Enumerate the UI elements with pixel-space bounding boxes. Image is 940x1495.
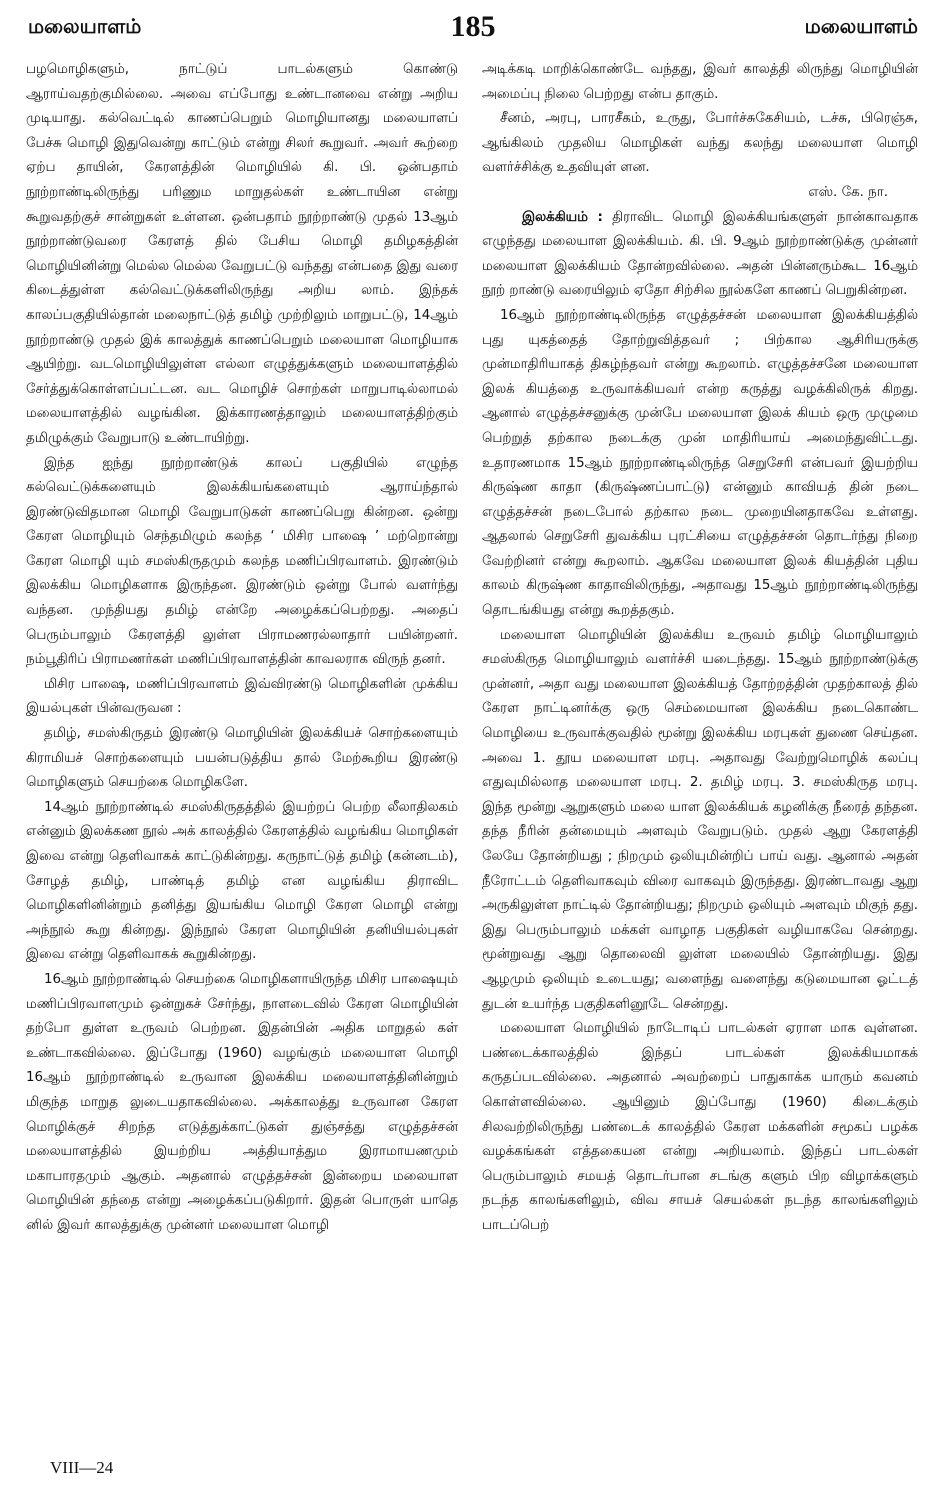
paragraph: மிசிர பாஷை, மணிப்பிரவாளம் இவ்விரண்டு மொழிகளின் முக்கிய இயல்புகள் பின்வருவன :	[26, 676, 458, 717]
page-number: 185	[450, 10, 496, 43]
paragraph: மலையாள மொழியில் நாடோடிப் பாடல்கள் ஏராள மாக வுள்ளன. பண்டைக்காலத்தில் இந்தப் பாடல்கள் இலக்கியமாகக் கருதப்படவில்லை. அதனால் அவற்றைப் பாதுகாக்க யாரும் கவனம் கொள்ளவில்லை. ஆயினும் இப்போது (1960) கிடைக்கும் சிலவற்றிலிருந்து பண்டைக் காலத்தில் கேரள மக்களின் சமூகப் பழக்க வழக்கங்கள் எத்தகையன என்று அறியலாம். இந்தப் பாடல்கள் பெரும்பாலும் சமயத் தொடர்பான சடங்கு களும் பிற விழாக்களும் நடந்த காலங்களிலும், விவ சாயச் செயல்கள் நடந்த காலங்களிலும் பாடப்பெற்	[482, 1021, 918, 1233]
paragraph: 16ஆம் நூற்றாண்டிலிருந்த எழுத்தச்சன் மலையாள இலக்கியத்தில் புது யுகத்தைத் தோற்றுவித்தவர் ; பிற்கால ஆசிரியருக்கு முன்மாதிரியாகத் திகழ்ந்தவர் என்று கூறலாம். எழுத்தச்சனே மலையாள இலக் கியத்தை உருவாக்கியவர் என்ற கருத்து வழக்கிலிருக் கிறது. ஆனால் எழுத்தச்சனுக்கு முன்பே மலையாள இலக் கியம் ஒரு முழுமை பெற்றுத் தற்கால நடைக்கு முன் மாதிரியாய் அமைந்துவிட்டது. உதாரணமாக 15ஆம் நூற்றாண்டிலிருந்த செறுசேரி என்பவர் இயற்றிய கிருஷ்ண காதா (கிருஷ்ணப்பாட்டு) என்னும் காவியத் தின் நடை எழுத்தச்சன் நடைபோல் தற்கால நடை முறையினதாகவே உள்ளது. ஆதலால் செறுசேரி துவக்கிய புரட்சியை எழுத்தச்சன் தொடர்ந்து நிறை வேற்றினர் என்று கூறலாம். ஆகவே மலையாள இலக் கியத்தின் புதிய காலம் கிருஷ்ண காதாவிலிருந்து, அதாவது 15ஆம் நூற்றாண்டிலிருந்து தொடங்கியது என்று கூறத்தகும்.	[482, 307, 918, 619]
paragraph: சீனம், அரபு, பாரசீகம், உருது, போர்ச்சுகேசியம், டச்சு, பிரெஞ்சு, ஆங்கிலம் முதலிய மொழிகள் வந்து கலந்து மலையாள மொழி வளர்ச்சிக்கு உதவியுள் ளன.	[482, 111, 918, 176]
left-column	[26, 58, 458, 1458]
author-signature: எஸ். கே. நா.	[808, 184, 888, 200]
paragraph: இந்த ஐந்து நூற்றாண்டுக் காலப் பகுதியில் எழுந்த கல்வெட்டுக்களையும் இலக்கியங்களையும் ஆராய்ந்தால் இரண்டுவிதமான மொழி வேறுபாடுகள் காணப்பெறு கின்றன. ஒன்று கேரள மொழியும் செந்தமிழும் கலந்த ‘ மிசிர பாஷை ’ மற்றொன்று கேரள மொழி யும் சமஸ்கிருதமும் கலந்த மணிப்பிரவாளம். இரண்டும் இலக்கிய மொழிகளாக இருந்தன. இரண்டும் ஒன்று போல் வளர்ந்து வந்தன. முந்தியது தமிழ் என்றே அழைக்கப்பெற்றது. அதைப் பெரும்பாலும் கேரளத்தி லுள்ள பிராமணரல்லாதார் பயின்றனர். நம்பூதிரிப் பிராமணர்கள் மணிப்பிரவாளத்தின் காவலராக விருந் தனர்.	[26, 455, 458, 668]
paragraph: பழமொழிகளும், நாட்டுப் பாடல்களும் கொண்டு ஆராய்வதற்குமில்லை. அவை எப்போது உண்டானவை என்று அறிய முடியாது. கல்வெட்டில் காணப்பெறும் மொழியானது மலையாளப் பேச்சு மொழி இதுவென்று காட்டும் என்று சிலர் கூறுவர். அவர் கூற்றை ஏற்ப தாயின், கேரளத்தின் மொழியில் கி. பி. ஒன்பதாம் நூற்றாண்டிலிருந்து பரிணும மாறுதல்கள் உண்டாயின என்று கூறுவதற்குச் சான்றுகள் உள்ளன. ஒன்பதாம் நூற்றாண்டு முதல் 13ஆம் நூற்றாண்டுவரை கேரளத் தில் பேசிய மொழி தமிழகத்தின் மொழியினின்று மெல்ல மெல்ல வேறுபட்டு வந்தது என்பதை இது வரை கிடைத்துள்ள கல்வெட்டுக்களிலிருந்து அறிய லாம். இந்தக் காலப்பகுதியில்தான் மலைநாட்டுத் தமிழ் முற்றிலும் மாறுபட்டு, 14ஆம் நூற்றாண்டு முதல் இக் காலத்துக் காணப்பெறும் மலையாள மொழியாக ஆயிற்று. வடமொழியிலுள்ள எல்லா எழுத்துக்களும் மலையாளத்தில் சேர்த்துக்கொள்ளப்பட்டன. வட மொழிச் சொற்கள் மாறுபாடில்லாமல் மலையாளத்தில் வழங்கின. இக்காரணத்தாலும் மலையாளத்திற்கும் தமிழுக்கும் வேறுபாடு உண்டாயிற்று.	[26, 62, 458, 446]
paragraph: 14ஆம் நூற்றாண்டில் சமஸ்கிருதத்தில் இயற்றப் பெற்ற லீலாதிலகம் என்னும் இலக்கண நூல் அக் காலத்தில் கேரளத்தில் வழங்கிய மொழிகள் இவை என்று தெளிவாகக் காட்டுகின்றது. கருநாட்டுத் தமிழ் (கன்னடம்), சோழத் தமிழ், பாண்டித் தமிழ் என வழங்கிய திராவிட மொழிகளினின்றும் தனித்து இயங்கிய மொழி கேரள மொழி என்று அந்நூல் கூறு கின்றது. இந்நூல் கேரள மொழியின் தனியியல்புகள் இவை என்று தெளிவாகக் கூறுகின்றது.	[26, 799, 458, 963]
paragraph: மலையாள மொழியின் இலக்கிய உருவம் தமிழ் மொழியாலும் சமஸ்கிருத மொழியாலும் வளர்ச்சி யடைந்தது. 15ஆம் நூற்றாண்டுக்கு முன்னர், அதா வது மலையாள இலக்கியத் தோற்றத்தின் முதற்காலத் தில் கேரள நாட்டினர்க்கு ஒரு செம்மையான இலக்கிய நடைகொண்ட மொழியை உருவாக்குவதில் மூன்று இலக்கிய மரபுகள் துணை செய்தன. அவை 1. தூய மலையாள மரபு. அதாவது வேற்றுமொழிக் கலப்பு எதுவுமில்லாத மலையாள மரபு. 2. தமிழ் மரபு. 3. சமஸ்கிருத மரபு. இந்த மூன்று ஆறுகளும் மலை யாள இலக்கியக் கழனிக்கு நீரைத் தந்தன. தந்த நீரின் தன்மையும் அளவும் வேறுபடும். முதல் ஆறு கேரளத்தி லேயே தோன்றியது ; நிறமும் ஒலியுமின்றிப் பாய் வது. ஆனால் அதன் நீரோட்டம் தெளிவாகவும் விரை வாகவும் இருந்தது. இரண்டாவது ஆறு அருகிலுள்ள நாட்டில் தோன்றியது; நிறமும் ஒலியும் அளவும் மிகுந் தது. இது பெரும்பாலும் மக்கள் வாழாத பகுதிகள் வழியாகவே சென்றது. மூன்றுவது ஆறு தொலைவி லுள்ள மலையில் தோன்றியது. இது ஆழமும் ஒலியும் உடையது; வளைந்து வளைந்து கடுமையான ஓட்டத் துடன் உயர்ந்த பகுதிகளினூடே சென்றது.	[482, 627, 918, 1012]
running-title-left: மலையாளம்	[28, 13, 142, 38]
section-paragraph	[482, 206, 918, 304]
running-title-right: மலையாளம்	[804, 13, 918, 38]
paragraph: 16ஆம் நூற்றாண்டில் செயற்கை மொழிகளாயிருந்த மிசிர பாஷையும் மணிப்பிரவாளமும் ஒன்றுகச் சேர்ந்து, நாளடைவில் கேரள மொழியின் தற்போ துள்ள உருவம் பெற்றன. இதன்பின் அதிக மாறுதல் கள் உண்டாகவில்லை. இப்போது (1960) வழங்கும் மலையாள மொழி 16ஆம் நூற்றாண்டில் உருவான இலக்கிய மலையாளத்தினின்றும் மிகுந்த மாறுத லுடையதாகவில்லை. அக்காலத்து உருவான கேரள மொழிக்குச் சிறந்த எடுத்துக்காட்டுகள் துஞ்சத்து எழுத்தச்சன் மலையாளத்தில் இயற்றிய அத்தியாத்தும இராமாயணமும் மகாபாரதமும் ஆகும். அதனால் எழுத்தச்சன் இன்றைய மலையாள மொழியின் தந்தை என்று அழைக்கப்படுகிறார். இதன் பொருள் யாதெ னில் இவர் காலத்துக்கு முன்னர் மலையாள மொழி	[26, 971, 458, 1233]
volume-signature: VIII—24	[50, 1458, 114, 1477]
section-heading: இலக்கியம் :	[522, 209, 603, 225]
section-text: திராவிட மொழி இலக்கியங்களுள் நான்காவதாக எழுந்தது மலையாள இலக்கியம். கி. பி. 9ஆம் நூற்றாண்டுக்கு முன்னர் மலையாள இலக்கியம் தோன்றவில்லை. அதன் பின்னரும்கூட 16ஆம் நூற் றாண்டு வரையிலும் ஏதோ சிற்சில நூல்களே காணப் பெறுகின்றன.	[482, 209, 918, 299]
paragraph: தமிழ், சமஸ்கிருதம் இரண்டு மொழியின் இலக்கியச் சொற்களையும் கிராமியச் சொற்களையும் பயன்படுத்திய தால் மேற்கூறிய இரண்டு மொழிகளும் செயற்கை மொழிகளே.	[26, 726, 458, 791]
paragraph: அடிக்கடி மாறிக்கொண்டே வந்தது, இவர் காலத்தி லிருந்து மொழியின் அமைப்பு நிலை பெற்றது என்ப தாகும்.	[482, 62, 918, 102]
right-column	[482, 58, 918, 1458]
page-header	[28, 10, 918, 44]
